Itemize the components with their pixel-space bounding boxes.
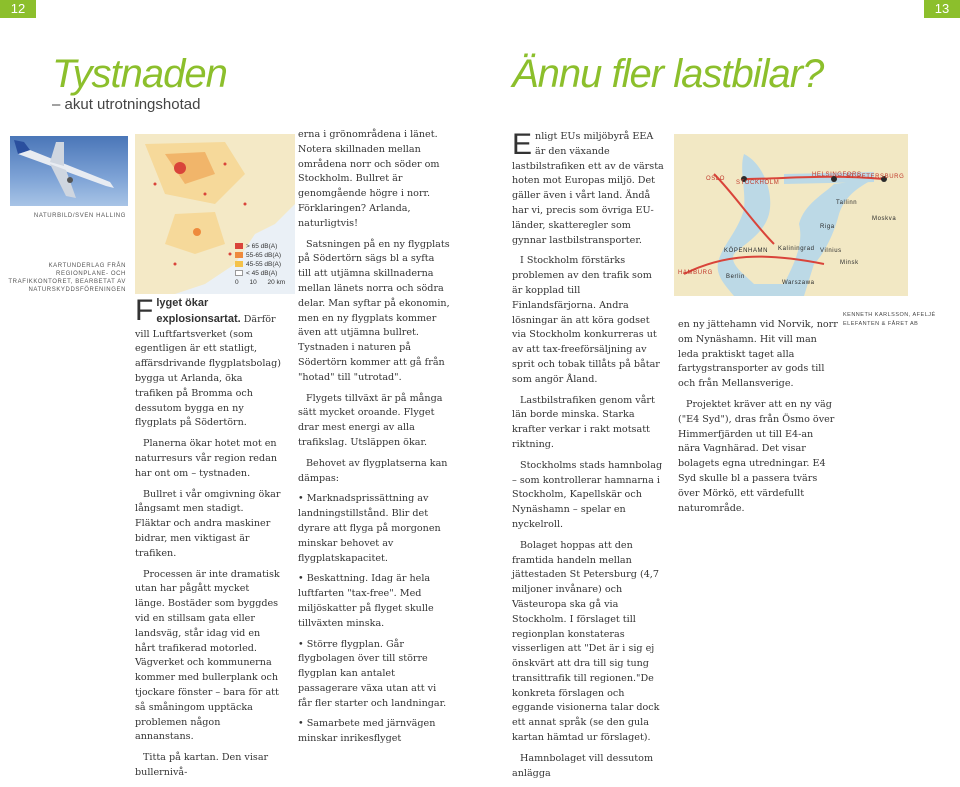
dropcap: E [512,128,533,161]
left-column-2 [298,128,450,753]
baltic-map [674,134,908,296]
legend-swatch [235,243,243,249]
map-label: ST PETERSBURG [846,174,905,180]
noise-map [135,134,295,294]
lead-text: lyget ökar explosionsartat. [156,297,241,325]
paragraph: Processen är inte dramatisk utan har pågått mycket länge. Bostäder som byggdes vid en stillsam gata eller landsväg, står idag vid en hårt trafikerad motorled. Vägverket och kommunerna kommer med bullerplank och tjockare fönster – bara för att så småningom upptäcka problemen någon annanstans. [135,568,280,743]
legend-swatch [235,252,243,258]
map-label: HAMBURG [678,270,713,276]
map-label: KÖPENHAMN [724,248,769,254]
map-label: STOCKHOLM [736,180,780,186]
map-credit: KARTUNDERLAG FRÅN REGIONPLANE- OCH TRAFIKKONTORET, BEARBETAT AV NATURSKYDDSFÖRENINGEN [8,263,126,293]
right-column-1 [512,130,664,787]
paragraph: Bolaget hoppas att den framtida handeln mellan jättestaden St Petersburg (4,7 miljoner invånare) och Västeuropa ska gå via Stockholm. I förslaget till regionplan konstateras visserligen att "Det är i sig ej önskvärt att dra till sig tung transittrafik till regionen."De konkreta förslagen och eggande visionerna talar dock ett annat språk (se den gula kartan hämtad ur förslaget). [512,539,660,744]
left-page-subtitle: – akut utrotningshotad [52,96,201,113]
paragraph: nligt EUs miljöbyrå EEA är den växande lastbilstrafiken ett av de värsta hoten mot Europas miljö. Det gäller även i vårt land. Ändå har vi, precis som övriga EU-länder, skatteregler som gynnar lastbilstransporter. [512,131,664,246]
bullet-item: • Samarbete med järnvägen minskar inrikesflyget [298,718,436,745]
right-page-title: Ännu fler lastbilar? [512,52,824,96]
paragraph: I Stockholm förstärks problemen av den trafik som är kopplad till Finlandsfärjorna. Andra lösningar än att köra godset via Stockholm konkurreras ut av att tax-freeförsäljning av sprit och tobak tillåts på båtar som angör Åland. [512,255,660,385]
map-label: Kaliningrad [778,246,815,252]
paragraph: Projektet kräver att en ny väg ("E4 Syd"), dras från Ösmo över Himmerfjärden ut till E4-an nära Vagnhärad. Det visar bolagets egna utredningar. E4 Syd skulle bl a passera tvärs över Mörkö, ett värdefullt naturområde. [678,398,835,514]
paragraph: Hamnbolaget vill dessutom anlägga [512,752,654,779]
left-column-1 [135,296,281,787]
legend-label: < 45 dB(A) [246,270,278,277]
paragraph: Stockholms stads hamnbolag – som kontrollerar hamnarna i Stockholm, Kapellskär och Nynäshamn – spelar en nyckelroll. [512,459,663,530]
map-label: Moskva [872,216,897,222]
map-label: Warszawa [782,280,815,286]
legend-label: 45-55 dB(A) [246,261,282,268]
legend-swatch [235,270,243,276]
paragraph: Behovet av flygplatserna kan dämpas: [298,457,448,484]
page-number-right: 13 [924,0,960,18]
bullet-item: • Större flygplan. Går flygbolagen över till större flygplan kan antalet passagerare växa utan att vi får fler starter och landningar. [298,638,447,709]
paragraph: Lastbilstrafiken genom vårt län borde minska. Starka krafter verkar i rakt motsatt riktning. [512,394,655,450]
bullet-item: • Beskattning. Idag är hela luftfarten "tax-free". Med miljöskatter på flyget skulle tillväxten minska. [298,573,434,629]
dropcap: F [135,294,154,327]
legend-item [235,242,285,251]
legend-item [235,269,285,278]
map-scale: 0 10 20 km [235,279,286,286]
map-label: Tallinn [836,200,858,206]
left-page-title: Tystnaden [52,52,227,96]
paragraph: Planerna ökar hotet mot en naturresurs vår region redan har ont om – tystnaden. [135,438,277,479]
map-label: Minsk [840,260,859,266]
legend-label: > 65 dB(A) [246,243,278,250]
author-credit: KENNETH KARLSSON, AFELJÉ ELEFANTEN & FÅRET AB [843,312,936,327]
map-label: Berlin [726,274,745,280]
paragraph: erna i grönområdena i länet. Notera skillnaden mellan områdena norr och söder om Stockholm. Bullret är genomgående högre i norr. Förklaringen? Arlanda, naturligtvis! [298,129,440,229]
bullet-item: • Marknadsprissättning av landningstillstånd. Blir det dyrare att flyga på morgonen minskar behovet av flygplatskapacitet. [298,493,441,564]
map-legend [235,242,285,287]
photo-credit: NATURBILD/SVEN HALLING [33,213,126,219]
right-column-2 [678,318,838,522]
paragraph: Satsningen på en ny flygplats på Södertörn sägs bl a syfta till att utjämna skillnaderna mellan länets norra och södra delar. Man syftar på ekonomin, men en ny flygplats kommer även att utjämna bullret. Tystnaden i naturen på Södertörn kommer att gå från "hotad" till "utrotad". [298,238,450,383]
airplane-icon [10,136,128,206]
legend-swatch [235,261,243,267]
map-label: HELSINGFORS [812,172,862,178]
map-label: Riga [820,224,835,230]
legend-item [235,260,285,269]
paragraph: Därför vill Luftfartsverket (som egentligen är ett statligt, affärsdrivande flygplatsbolag) bygga ut Arlanda, öka trafiken på Bromma och dessutom bygga en ny flygplats på Södertörn. [135,313,282,429]
paragraph: Bullret i vår omgivning ökar långsamt men stadigt. Fläktar och andra maskiner bidrar, men viktigast är trafiken. [135,488,281,559]
legend-label: 55-65 dB(A) [246,252,282,259]
paragraph: Flygets tillväxt är på många sätt mycket oroande. Flyget drar mest energi av alla trafikslag. Utsläppen ökar. [298,392,443,448]
paragraph: Titta på kartan. Den visar bullernivå- [135,752,269,778]
legend-item [235,251,285,260]
page-number-left: 12 [0,0,36,18]
map-label: Vilnius [820,248,842,254]
airplane-photo [10,136,128,206]
paragraph: en ny jättehamn vid Norvik, norr om Nynäshamn. Hit vill man leda praktiskt taget alla fartygstransporter av gods till och från Mellansverige. [678,319,838,390]
map-label: OSLO [706,176,726,182]
